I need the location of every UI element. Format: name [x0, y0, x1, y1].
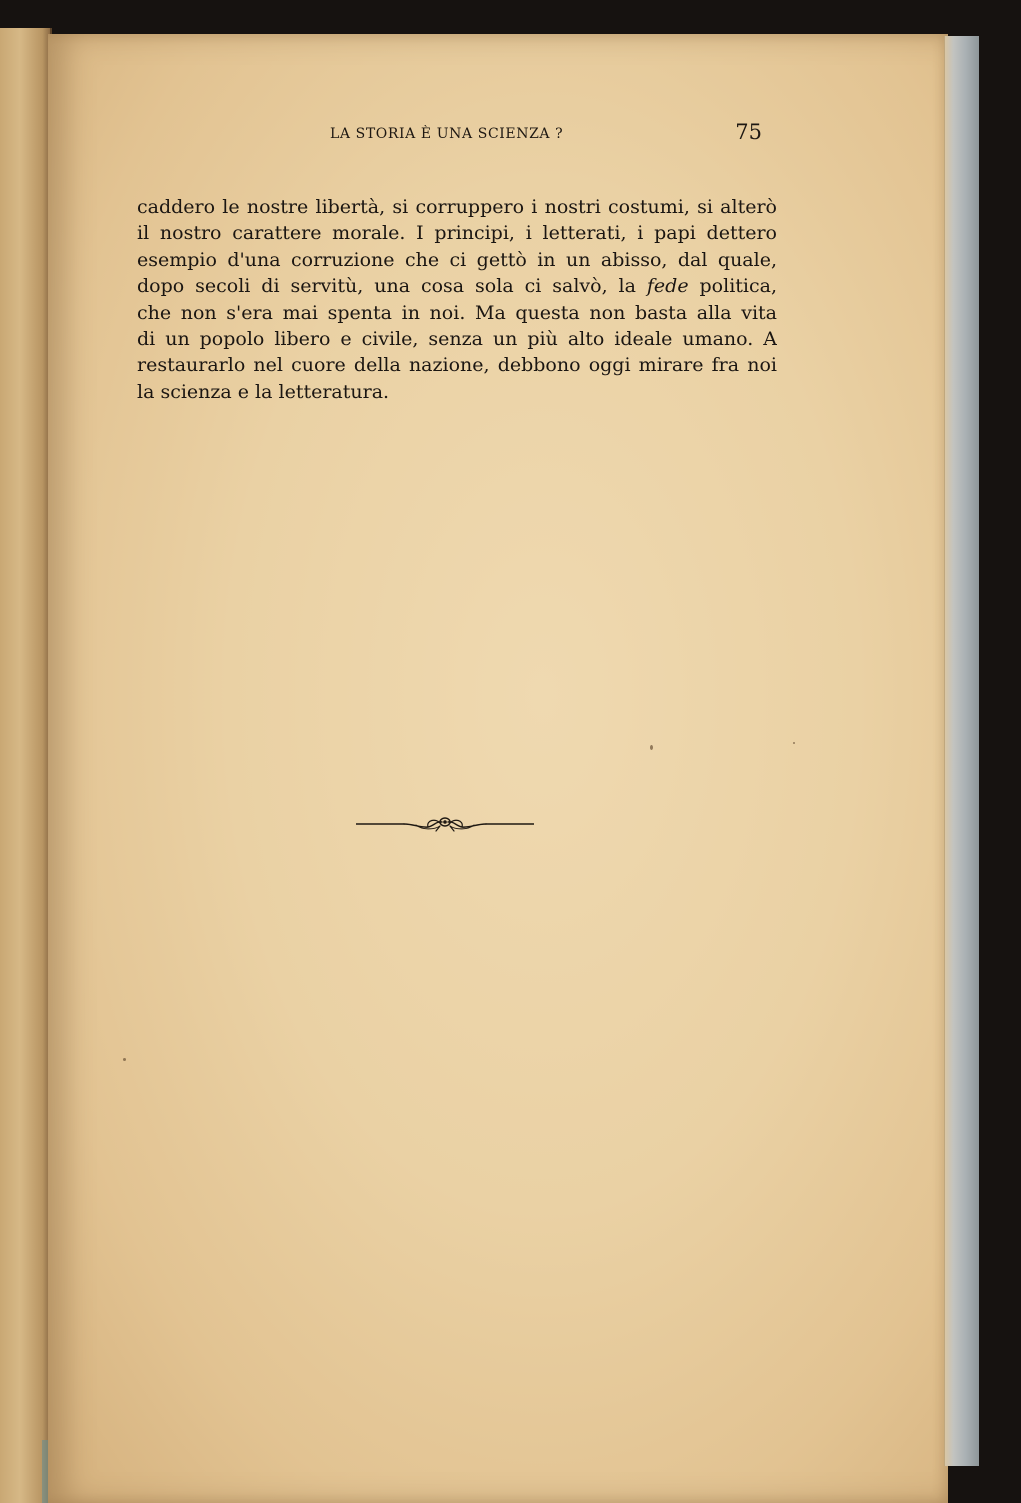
text-line: di un popolo libero e civile, senza un più alto ideale umano. A — [137, 328, 777, 351]
body-paragraph — [137, 194, 777, 405]
text-line — [137, 273, 777, 299]
paper-speck — [793, 742, 795, 744]
text-fragment: politica, — [688, 275, 777, 298]
paper-speck — [123, 1058, 126, 1061]
italic-word: fede — [646, 275, 689, 298]
text-line: caddero le nostre libertà, si corruppero i nostri costumi, si alterò — [137, 196, 777, 218]
text-line: restaurarlo nel cuore della nazione, debbono oggi mirare fra noi — [137, 354, 777, 377]
text-line: il nostro carattere morale. I principi, i letterati, i papi dettero — [137, 222, 777, 245]
running-title: LA STORIA È UNA SCIENZA ? — [330, 126, 564, 142]
text-line: che non s'era mai spenta in noi. Ma questa non basta alla vita — [137, 301, 777, 324]
text-line: esempio d'una corruzione che ci gettò in un abisso, dal quale, — [137, 248, 777, 271]
paper-speck — [650, 745, 653, 750]
page-number: 75 — [735, 120, 762, 144]
tailpiece-ornament-icon — [356, 812, 534, 836]
facing-page-edge — [0, 28, 52, 1503]
running-head — [90, 118, 770, 148]
text-line: la scienza e la letteratura. — [137, 380, 390, 403]
page-stack-edge — [944, 36, 979, 1466]
text-fragment: dopo secoli di servitù, una cosa sola ci salvò, la — [137, 275, 647, 298]
